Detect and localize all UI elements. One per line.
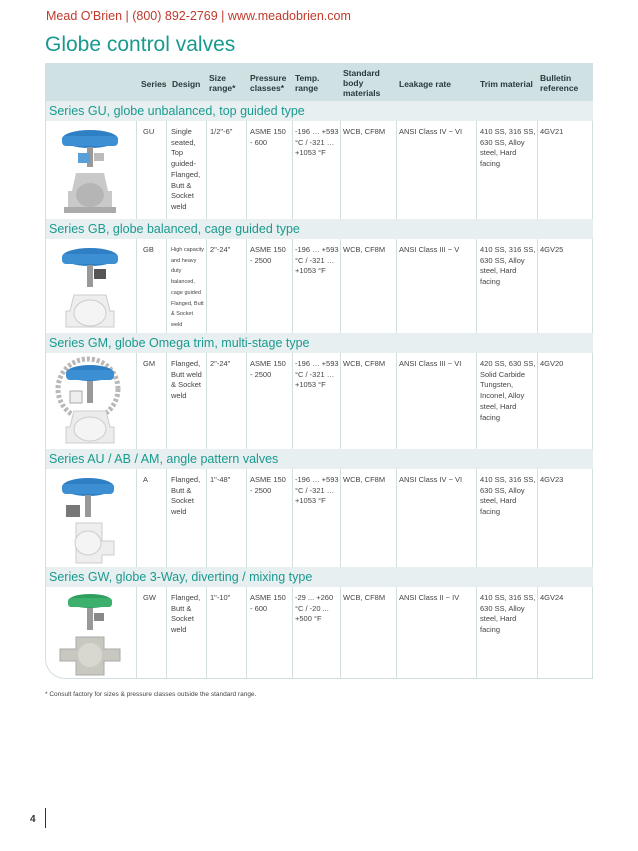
column-divider — [396, 121, 397, 219]
column-divider — [206, 239, 207, 333]
cell-leakage: ANSI Class IV ~ VI — [399, 127, 463, 136]
cell-materials: WCB, CF8M — [343, 475, 386, 484]
column-divider — [340, 239, 341, 333]
cell-series: GW — [143, 593, 156, 602]
column-divider — [340, 353, 341, 449]
table-row-gb — [46, 239, 593, 333]
cell-size: 1"-10" — [210, 593, 231, 602]
cell-temp: -196 … +593 °C / -321 … +1053 °F — [295, 127, 339, 158]
cell-design: Flanged, Butt weld & Socket weld — [171, 359, 202, 401]
column-divider — [166, 353, 167, 449]
header-series: Series — [141, 79, 167, 89]
cell-size: 2"-24" — [210, 359, 231, 368]
cell-bulletin: 4GV24 — [540, 593, 564, 602]
section-title-gb: Series GB, globe balanced, cage guided type — [46, 219, 593, 239]
column-divider — [206, 121, 207, 219]
section-title-gm: Series GM, globe Omega trim, multi-stage type — [46, 333, 593, 353]
table-row-gu — [46, 121, 593, 219]
cell-design: Flanged, Butt & Socket weld — [171, 593, 201, 635]
header-size: Size range* — [209, 73, 236, 93]
column-divider — [340, 469, 341, 567]
column-divider — [246, 587, 247, 679]
page-number-divider — [45, 808, 46, 828]
column-divider — [292, 353, 293, 449]
cell-design: Single seated, Top guided- Flanged, Butt & Socket weld — [171, 127, 201, 211]
column-divider — [396, 239, 397, 333]
valve-table — [45, 63, 593, 679]
cell-design: Flanged, Butt & Socket weld — [171, 475, 201, 517]
header-temp: Temp. range — [295, 73, 320, 93]
cell-temp: -196 … +593 °C / -321 … +1053 °F — [295, 245, 339, 276]
cell-leakage: ANSI Class III ~ VI — [399, 359, 462, 368]
cell-trim: 410 SS, 316 SS, 630 SS, Alloy steel, Hard facing — [480, 593, 536, 635]
cell-pressure: ASME 150 - 600 — [250, 593, 286, 613]
column-divider — [136, 469, 137, 567]
cell-trim: 410 SS, 316 SS, 630 SS, Alloy steel, Hard facing — [480, 475, 536, 517]
cell-bulletin: 4GV20 — [540, 359, 564, 368]
footnote: * Consult factory for sizes & pressure classes outside the standard range. — [45, 691, 257, 698]
column-divider — [166, 239, 167, 333]
brand-header-line: Mead O'Brien | (800) 892-2769 | www.meadobrien.com — [46, 9, 351, 23]
column-divider — [166, 469, 167, 567]
column-divider — [292, 121, 293, 219]
column-divider — [246, 121, 247, 219]
cell-series: GB — [143, 245, 154, 254]
cell-bulletin: 4GV23 — [540, 475, 564, 484]
cell-trim: 420 SS, 630 SS, Solid Carbide Tungsten, Inconel, Alloy steel, Hard facing — [480, 359, 536, 422]
cell-pressure: ASME 150 - 2500 — [250, 245, 286, 265]
column-divider — [537, 587, 538, 679]
table-row-gw — [46, 587, 593, 679]
column-divider — [136, 587, 137, 679]
column-divider — [476, 239, 477, 333]
cell-temp: -29 ... +260 °C / -20 ... +500 °F — [295, 593, 334, 624]
section-title-gu: Series GU, globe unbalanced, top guided type — [46, 101, 593, 121]
column-divider — [396, 587, 397, 679]
cell-series: GU — [143, 127, 155, 136]
cell-materials: WCB, CF8M — [343, 127, 386, 136]
cell-pressure: ASME 150 - 2500 — [250, 359, 286, 379]
section-title-gw: Series GW, globe 3-Way, diverting / mixing type — [46, 567, 593, 587]
header-bulletin: Bulletin reference — [540, 73, 579, 93]
column-divider — [537, 239, 538, 333]
page-number: 4 — [30, 814, 36, 825]
header-trim: Trim material — [480, 79, 533, 89]
column-divider — [340, 587, 341, 679]
valve-photo-gm — [50, 355, 130, 449]
cell-trim: 410 SS, 316 SS, 630 SS, Alloy steel, Hard facing — [480, 127, 536, 169]
column-divider — [292, 587, 293, 679]
cell-bulletin: 4GV25 — [540, 245, 564, 254]
column-divider — [396, 353, 397, 449]
cell-bulletin: 4GV21 — [540, 127, 564, 136]
section-title-angle: Series AU / AB / AM, angle pattern valves — [46, 449, 593, 469]
valve-photo-gb — [50, 241, 130, 333]
header-materials: Standard body materials — [343, 68, 381, 98]
column-divider — [537, 353, 538, 449]
cell-temp: -196 … +593 °C / -321 … +1053 °F — [295, 359, 339, 390]
cell-series: GM — [143, 359, 156, 368]
column-divider — [206, 587, 207, 679]
cell-temp: -196 … +593 °C / -321 … +1053 °F — [295, 475, 339, 506]
column-divider — [246, 239, 247, 333]
page-title: Globe control valves — [45, 33, 236, 56]
cell-design: High capacity and heavy duty balanced, cage guided Flanged, Butt & Socket weld — [171, 247, 205, 328]
cell-materials: WCB, CF8M — [343, 359, 386, 368]
cell-trim: 410 SS, 316 SS, 630 SS, Alloy steel, Hard facing — [480, 245, 536, 287]
cell-pressure: ASME 150 - 600 — [250, 127, 286, 147]
valve-photo-angle — [50, 471, 130, 567]
cell-leakage: ANSI Class II ~ IV — [399, 593, 460, 602]
column-divider — [166, 121, 167, 219]
column-divider — [292, 469, 293, 567]
cell-pressure: ASME 150 - 2500 — [250, 475, 286, 495]
column-divider — [476, 353, 477, 449]
cell-size: 2"-24" — [210, 245, 231, 254]
cell-leakage: ANSI Class III ~ V — [399, 245, 460, 254]
cell-materials: WCB, CF8M — [343, 245, 386, 254]
table-row-angle — [46, 469, 593, 567]
column-divider — [246, 353, 247, 449]
column-divider — [246, 469, 247, 567]
cell-size: 1"-48" — [210, 475, 231, 484]
column-divider — [292, 239, 293, 333]
cell-leakage: ANSI Class IV ~ VI — [399, 475, 463, 484]
column-divider — [206, 469, 207, 567]
cell-materials: WCB, CF8M — [343, 593, 386, 602]
column-divider — [206, 353, 207, 449]
header-leakage: Leakage rate — [399, 79, 451, 89]
column-divider — [166, 587, 167, 679]
table-row-gm — [46, 353, 593, 449]
valve-photo-gw — [50, 589, 130, 679]
column-divider — [340, 121, 341, 219]
column-divider — [476, 469, 477, 567]
valve-photo-gu — [50, 123, 130, 217]
column-divider — [476, 121, 477, 219]
column-divider — [537, 121, 538, 219]
column-divider — [537, 469, 538, 567]
column-divider — [396, 469, 397, 567]
cell-size: 1/2"-6" — [210, 127, 233, 136]
column-divider — [136, 121, 137, 219]
header-pressure: Pressure classes* — [250, 73, 287, 93]
column-divider — [136, 353, 137, 449]
cell-series: A — [143, 475, 149, 484]
table-header — [46, 63, 593, 101]
header-design: Design — [172, 79, 201, 89]
column-divider — [136, 239, 137, 333]
column-divider — [476, 587, 477, 679]
